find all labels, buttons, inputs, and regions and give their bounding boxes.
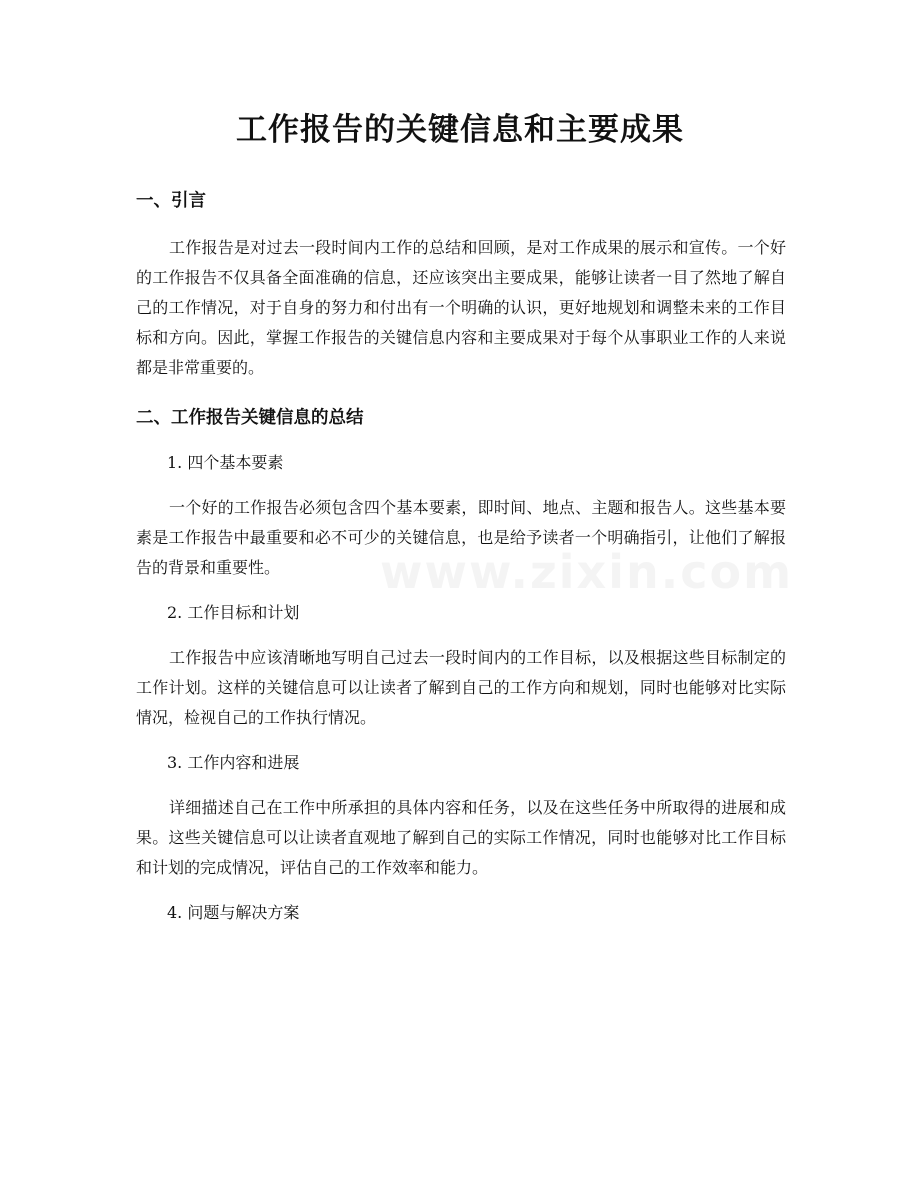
subsection-heading: 2. 工作目标和计划: [167, 603, 300, 622]
section-key-info-summary: [136, 403, 786, 928]
subsection-paragraph: 一个好的工作报告必须包含四个基本要素，即时间、地点、主题和报告人。这些基本要素是工作报告中最重要和必不可少的关键信息，也是给予读者一个明确指引，让他们了解报告的背景和重要性。: [136, 498, 786, 577]
subsection-paragraph: 工作报告中应该清晰地写明自己过去一段时间内的工作目标，以及根据这些目标制定的工作计划。这样的关键信息可以让读者了解到自己的工作方向和规划，同时也能够对比实际情况，检视自己的工作执行情况。: [136, 648, 786, 727]
section-heading: 一、引言: [136, 191, 206, 211]
section-introduction: [136, 186, 786, 383]
document-body: [136, 186, 786, 928]
watermark-text: www.zixin.com: [380, 545, 794, 599]
subsection-heading: 1. 四个基本要素: [167, 453, 284, 472]
document-title: 工作报告的关键信息和主要成果: [236, 112, 684, 148]
subsection-heading: 4. 问题与解决方案: [167, 903, 300, 922]
section-paragraph: 工作报告是对过去一段时间内工作的总结和回顾，是对工作成果的展示和宣传。一个好的工作报告不仅具备全面准确的信息，还应该突出主要成果，能够让读者一目了然地了解自己的工作情况，对于自身的努力和付出有一个明确的认识，更好地规划和调整未来的工作目标和方向。因此，掌握工作报告的关键信息内容和主要成果对于每个从事职业工作的人来说都是非常重要的。: [136, 238, 786, 377]
subsection-heading: 3. 工作内容和进展: [167, 753, 300, 772]
subsection-paragraph: 详细描述自己在工作中所承担的具体内容和任务，以及在这些任务中所取得的进展和成果。这些关键信息可以让读者直观地了解到自己的实际工作情况，同时也能够对比工作目标和计划的完成情况，评估自己的工作效率和能力。: [136, 798, 786, 877]
section-heading: 二、工作报告关键信息的总结: [136, 408, 364, 428]
